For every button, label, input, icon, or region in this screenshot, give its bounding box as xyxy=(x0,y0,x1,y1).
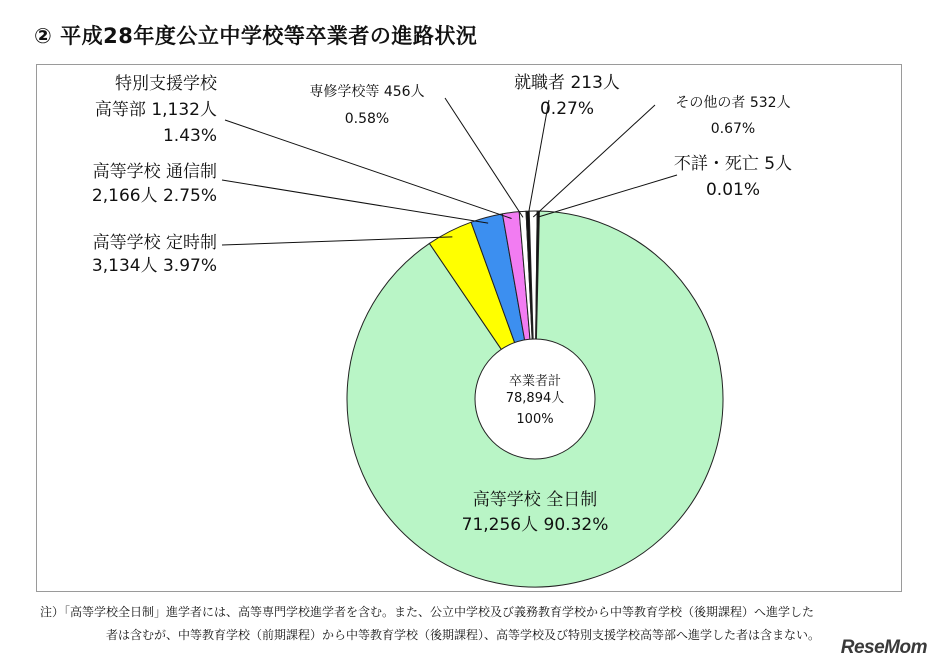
slice-label-sen-2: 0.58% xyxy=(344,111,390,127)
slice-label-fus-1: 不詳・死亡 5人 xyxy=(673,154,793,174)
center-label-percent: 100% xyxy=(516,412,554,427)
footnote-line-2: 者は含むが、中等教育学校（前期課程）から中等教育学校（後期課程）、高等学校及び特別支援学校高等部へ進学した者は含まない。 xyxy=(106,628,821,642)
chart-frame xyxy=(36,64,902,592)
slice-label-oth-2: 0.67% xyxy=(710,121,756,137)
page-title: ② 平成28年度公立中学校等卒業者の進路状況 xyxy=(34,24,478,48)
slice-label-tok-1: 特別支援学校 xyxy=(115,74,217,94)
footnote-line-1: 注）「高等学校全日制」進学者には、高等専門学校進学者を含む。また、公立中学校及び義務教育学校から中等教育学校（後期課程）へ進学した xyxy=(40,605,815,619)
center-label-count: 78,894人 xyxy=(505,391,565,406)
slice-label-fus-2: 0.01% xyxy=(705,180,761,200)
slice-label-tsu-2: 2,166人 2.75% xyxy=(91,186,217,206)
slice-label-zen-2: 71,256人 90.32% xyxy=(461,515,609,535)
slice-label-tok-3: 1.43% xyxy=(162,126,217,146)
donut-chart xyxy=(37,65,901,591)
center-label-title: 卒業者計 xyxy=(508,374,562,389)
slice-label-sen-1: 専修学校等 456人 xyxy=(309,84,425,100)
slice-label-shu-2: 0.27% xyxy=(539,99,595,119)
slice-label-tsu-1: 高等学校 通信制 xyxy=(92,162,217,182)
slice-label-zen-1: 高等学校 全日制 xyxy=(472,490,598,510)
slice-label-tok-2: 高等部 1,132人 xyxy=(94,100,217,120)
slice-label-oth-1: その他の者 532人 xyxy=(675,95,791,111)
resemom-logo: ReseMom xyxy=(840,637,927,658)
slice-label-tei-2: 3,134人 3.97% xyxy=(91,256,217,276)
leader-line-tsu xyxy=(222,180,488,223)
leader-line-tei xyxy=(222,237,452,245)
leader-line-fus xyxy=(538,175,677,217)
slice-label-shu-1: 就職者 213人 xyxy=(514,73,620,93)
slice-label-tei-1: 高等学校 定時制 xyxy=(92,233,217,253)
